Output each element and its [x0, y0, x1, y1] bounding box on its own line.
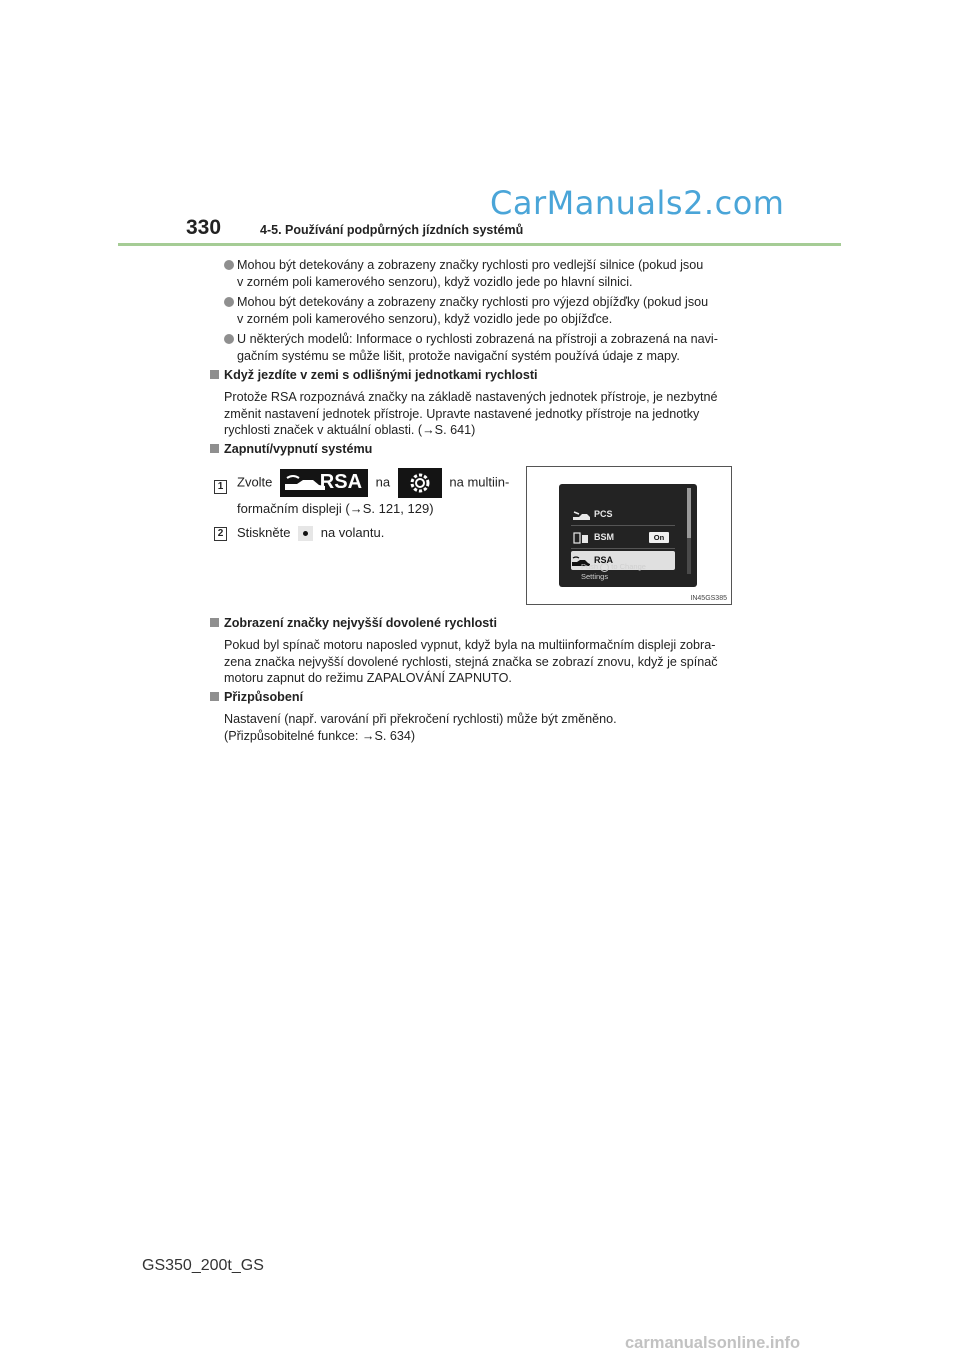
bullet-dot-icon: [224, 260, 234, 270]
square-bullet-icon: [210, 692, 219, 701]
scroll-thumb: [687, 488, 691, 538]
menu-item-bsm: BSM On: [571, 528, 675, 547]
rsa-icon: RSA: [280, 469, 368, 497]
header-divider: [118, 243, 841, 246]
footer-model: GS350_200t_GS: [142, 1257, 264, 1274]
paragraph-units: Protože RSA rozpoznává značky na základě nastavených jednotek přístroje, je nezbytné změnit nastavení jednotek přístroje. Upravte nastavené jednotky přístroje na jednotky rychlosti značek v aktuální oblasti. (→S. 641): [224, 390, 718, 437]
bullet-item: Mohou být detekovány a zobrazeny značky rychlosti pro vedlejší silnice (pokud jsou v zorném poli kamerového senzoru), když vozidlo jede po hlavní silnici.: [224, 257, 750, 290]
gear-icon: [398, 468, 442, 498]
figure-code: IN45GS385: [690, 595, 727, 602]
heading-units: Když jezdíte v zemi s odlišnými jednotkami rychlosti: [210, 368, 538, 382]
bullet-item: U některých modelů: Informace o rychlosti zobrazená na přístroji a zobrazená na navi- gačním systému se může lišit, protože navigační systém používá údaje z mapy.: [224, 331, 750, 364]
bullet-dot-icon: [224, 334, 234, 344]
square-bullet-icon: [210, 444, 219, 453]
menu-item-rsa: RSA: [571, 551, 675, 570]
step-1-text: Zvolte RSA na na multiin- formačním displeji (→S. 121, 129): [237, 468, 527, 520]
square-bullet-icon: [210, 618, 219, 627]
step-2-text: Stiskněte na volantu.: [237, 525, 385, 540]
square-bullet-icon: [210, 370, 219, 379]
bsm-icon: [571, 532, 591, 544]
heading-display: Zobrazení značky nejvyšší dovolené rychlosti: [210, 616, 497, 630]
footer-site-watermark: carmanualsonline.info: [625, 1334, 801, 1352]
step-number-1: 1: [214, 480, 227, 494]
display-figure: [526, 466, 732, 605]
status-badge-on: On: [649, 532, 669, 543]
push-to-change-text: Push to Change Settings: [581, 562, 646, 581]
page-number: 330: [186, 216, 222, 239]
paragraph-display: Pokud byl spínač motoru naposled vypnut, když byla na multiinformačním displeji zobra- zena značka nejvyšší dovolené rychlosti, stejná značka se zobrazí znovu, když je spínač motoru zapnut do režimu ZAPALOVÁNÍ ZAPNUTO.: [224, 638, 718, 685]
bullet-item: Mohou být detekovány a zobrazeny značky rychlosti pro výjezd objížďky (pokud jsou v zorném poli kamerového senzoru), když vozidlo jede po objížďce.: [224, 294, 750, 327]
paragraph-customization: Nastavení (např. varování při překročení rychlosti) může být změněno. (Přizpůsobitelné funkce: →S. 634): [224, 712, 617, 743]
section-title: 4-5. Používání podpůrných jízdních systémů: [260, 223, 524, 237]
bullet-dot-icon: [224, 297, 234, 307]
step-number-2: 2: [214, 527, 227, 541]
scrollbar: [687, 488, 691, 574]
watermark-logo: CarManuals2.com: [490, 184, 785, 222]
heading-customization: Přizpůsobení: [210, 690, 303, 704]
menu-separator: [571, 525, 675, 526]
pcs-icon: [571, 509, 591, 521]
enter-button-icon: [600, 563, 609, 572]
enter-button-icon: [298, 526, 313, 541]
menu-item-pcs: PCS: [571, 505, 675, 524]
heading-toggle: Zapnutí/vypnutí systému: [210, 442, 372, 456]
menu-separator: [571, 548, 675, 549]
